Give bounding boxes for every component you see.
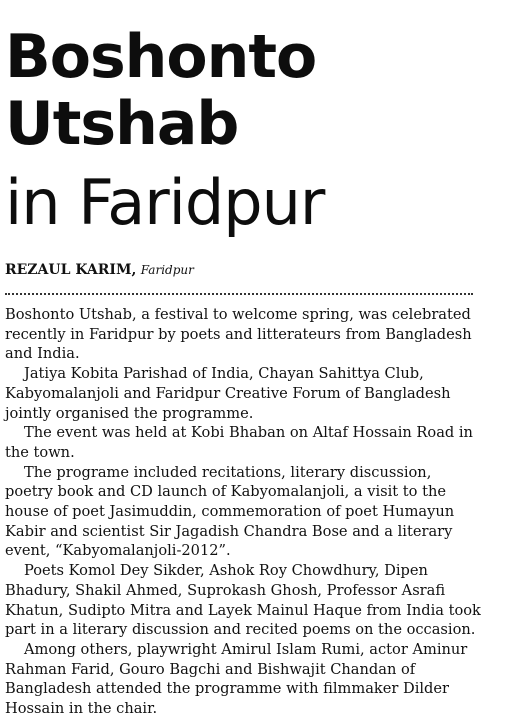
- paragraph: [5, 561, 479, 640]
- byline: [5, 262, 194, 278]
- body-line: Kabir and scientist Sir Jagadish Chandra Bose and a literary: [5, 522, 453, 540]
- paragraph: [5, 305, 479, 364]
- paragraph: [5, 423, 479, 462]
- headline-line-2: Utshab: [5, 89, 239, 159]
- byline-author: REZAUL KARIM,: [5, 262, 137, 278]
- paragraph: [5, 364, 479, 423]
- body-line: Hossain in the chair.: [5, 700, 158, 718]
- body-line: Khatun, Sudipto Mitra and Layek Mainul Haque from India took: [5, 601, 481, 619]
- body-line: event, “Kabyomalanjoli-2012”.: [5, 542, 231, 560]
- body-line: the town.: [5, 443, 75, 461]
- body-line: poetry book and CD launch of Kabyomalanjoli, a visit to the: [5, 483, 446, 501]
- paragraph: [5, 640, 479, 719]
- body-line: house of poet Jasimuddin, commemoration of poet Humayun: [5, 503, 455, 521]
- body-line: Bhadury, Shakil Ahmed, Suprokash Ghosh, Professor Asrafi: [5, 581, 446, 599]
- body-line: jointly organised the programme.: [5, 404, 254, 422]
- body-line: Bangladesh attended the programme with filmmaker Dilder: [5, 680, 450, 698]
- body-line: Jatiya Kobita Parishad of India, Chayan Sahittya Club,: [24, 365, 424, 383]
- byline-place: Faridpur: [140, 263, 194, 277]
- headline-line-1: Boshonto: [5, 22, 317, 92]
- dotted-divider: [5, 293, 473, 295]
- body-line: The programe included recitations, literary discussion,: [24, 463, 432, 481]
- body-line: and India.: [5, 345, 80, 363]
- paragraph: [5, 463, 479, 562]
- body-line: Poets Komol Dey Sikder, Ashok Roy Chowdhury, Dipen: [24, 562, 428, 580]
- body-line: The event was held at Kobi Bhaban on Altaf Hossain Road in: [24, 424, 473, 442]
- body-line: Rahman Farid, Gouro Bagchi and Bishwajit Chandan of: [5, 660, 416, 678]
- body-line: Among others, playwright Amirul Islam Rumi, actor Aminur: [24, 640, 468, 658]
- headline-line-3: in Faridpur: [5, 166, 325, 239]
- article-body: [5, 305, 479, 719]
- body-line: recently in Faridpur by poets and litterateurs from Bangladesh: [5, 325, 472, 343]
- body-line: Kabyomalanjoli and Faridpur Creative Forum of Bangladesh: [5, 384, 451, 402]
- body-line: part in a literary discussion and recited poems on the occasion.: [5, 621, 476, 639]
- body-line: Boshonto Utshab, a festival to welcome spring, was celebrated: [5, 306, 471, 323]
